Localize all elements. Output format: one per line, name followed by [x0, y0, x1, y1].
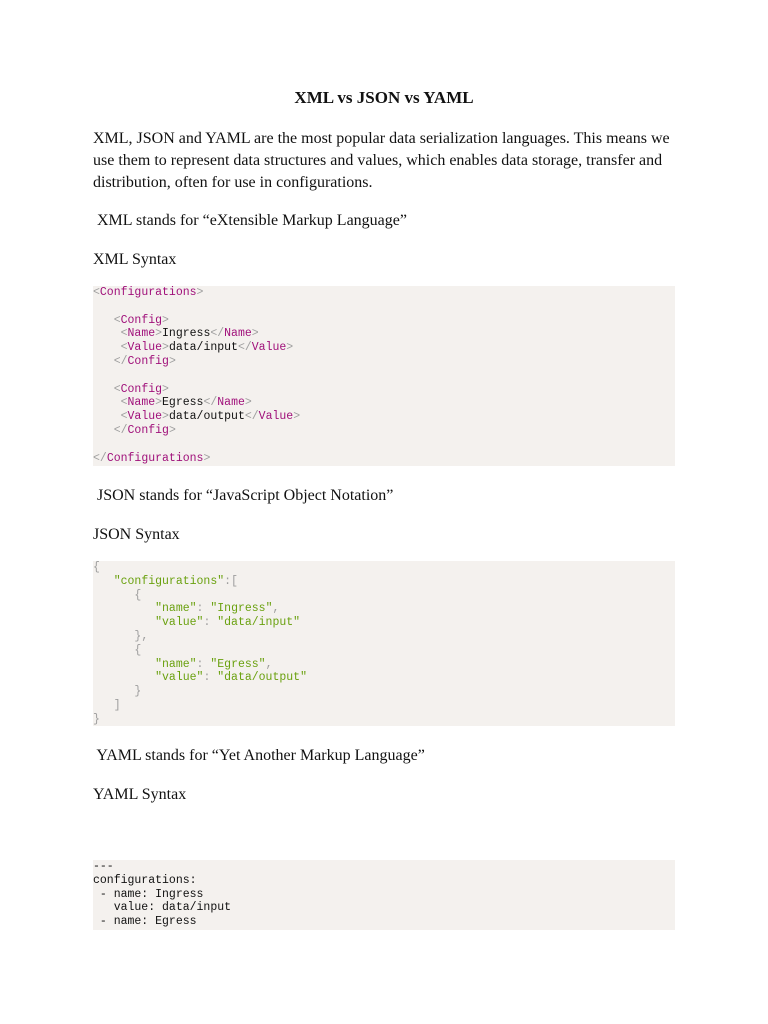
xml-value-value: data/input: [168, 341, 238, 355]
yaml-stands-for: YAML stands for “Yet Another Markup Language”: [93, 747, 425, 764]
xml-value-value: data/output: [168, 410, 245, 424]
xml-stands-for: XML stands for “eXtensible Markup Language”: [93, 212, 407, 229]
json-value-value: "data/output": [217, 671, 307, 685]
json-name-key: "name": [155, 602, 197, 616]
json-name-value: "Egress": [210, 657, 266, 671]
json-syntax-heading: JSON Syntax: [93, 526, 180, 543]
json-name-value: "Ingress": [210, 602, 273, 616]
xml-root-open: Configurations: [99, 286, 197, 299]
json-name-key: "name": [155, 657, 197, 671]
json-value-key: "value": [155, 616, 204, 630]
xml-root-close: Configurations: [106, 451, 204, 465]
yaml-code-line: value: data/input: [93, 901, 232, 915]
xml-name-tag: Name: [127, 327, 156, 341]
yaml-code-block: [93, 860, 675, 930]
json-value-value: "data/input": [217, 616, 301, 630]
xml-config-close: Config: [127, 354, 169, 368]
json-value-key: "value": [155, 671, 204, 685]
xml-value-tag: Value: [127, 410, 163, 424]
yaml-code-line: ---: [93, 860, 114, 873]
xml-value-tag: Value: [258, 410, 294, 424]
xml-config-close: Config: [127, 423, 169, 437]
xml-value-tag: Value: [127, 341, 163, 355]
document-title: XML vs JSON vs YAML: [294, 88, 474, 107]
xml-value-tag: Value: [251, 341, 287, 355]
xml-config-open: Config: [120, 313, 163, 327]
intro-paragraph: XML, JSON and YAML are the most popular data serialization languages. This means we use them to represent data structures and values, which enables data storage, transfer and distribution, often for use in configurations.: [93, 130, 670, 191]
xml-syntax-heading: XML Syntax: [93, 251, 177, 268]
json-configurations-key: "configurations": [113, 574, 225, 588]
xml-name-value: Ingress: [162, 327, 211, 341]
xml-name-value: Egress: [162, 396, 204, 410]
yaml-code-line: configurations:: [93, 873, 197, 887]
json-code-block: { "configurations":[ { "name": "Ingress", "value": "data/input" }, { "name": "Egress", "value": "data/output" } ] }: [93, 561, 675, 726]
yaml-syntax-heading: YAML Syntax: [93, 786, 187, 803]
yaml-code-line: - name: Egress: [93, 915, 197, 929]
xml-config-open: Config: [120, 382, 163, 396]
xml-name-tag: Name: [217, 396, 245, 410]
yaml-code-line: - name: Ingress: [93, 887, 204, 901]
json-stands-for: JSON stands for “JavaScript Object Notation”: [93, 487, 394, 504]
xml-code-block: <Configurations> <Config> <Name>Ingress</Name> <Value>data/input</Value> </Config> <Config> <Name>Egress</Name> <Value>data/output</Value> </Config> </Configurations>: [93, 286, 675, 466]
xml-name-tag: Name: [224, 327, 252, 341]
xml-name-tag: Name: [127, 396, 156, 410]
